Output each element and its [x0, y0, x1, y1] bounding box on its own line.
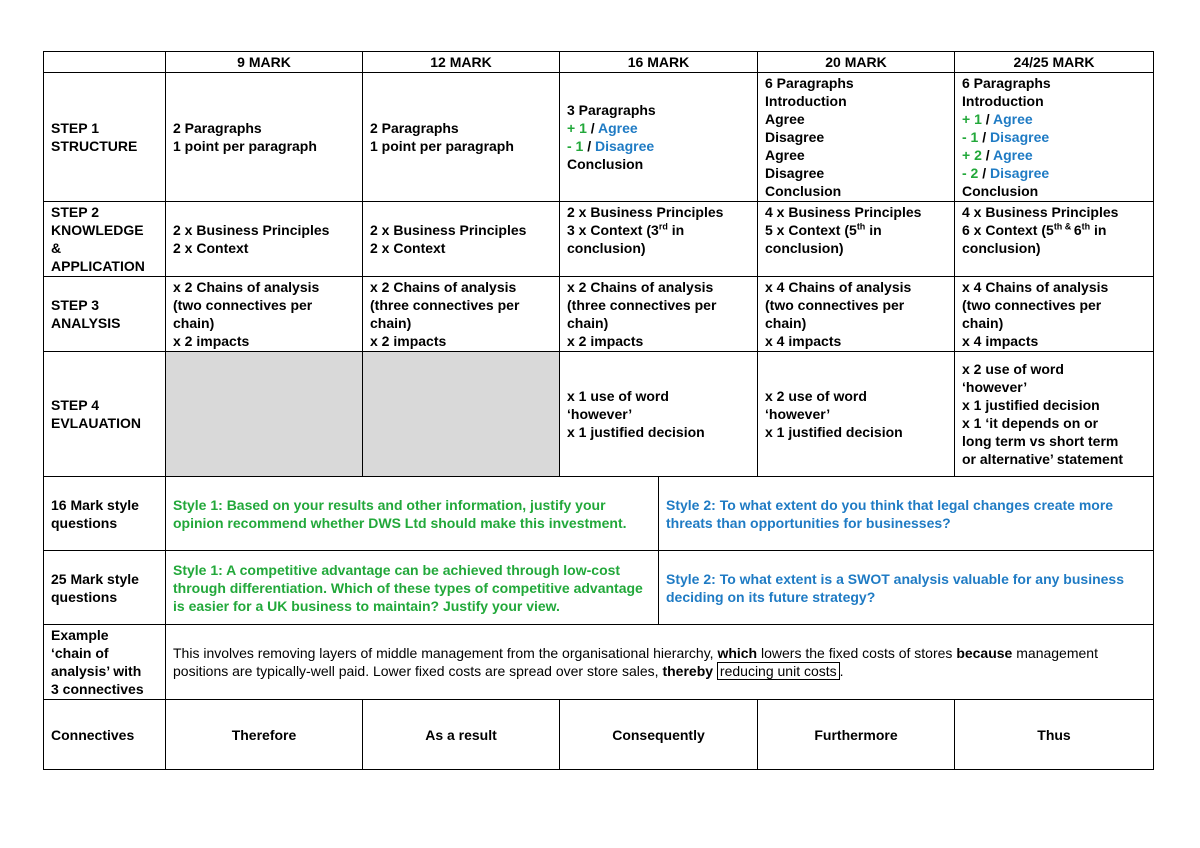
q25-row	[44, 551, 1154, 625]
q16-style1: Style 1: Based on your results and other information, justify your opinion recommend whether DWS Ltd should make this investment.	[166, 477, 659, 551]
header-20-mark: 20 MARK	[758, 52, 955, 73]
header-16-mark: 16 MARK	[560, 52, 758, 73]
header-9-mark: 9 MARK	[166, 52, 363, 73]
example-chain-text: This involves removing layers of middle management from the organisational hierarchy, which lowers the fixed costs of stores because management positions are typically-well paid. Lower fixed costs are spread over store sales, thereby reducing unit costs .	[166, 625, 1154, 700]
header-row	[44, 52, 1154, 73]
header-25-mark: 24/25 MARK	[955, 52, 1154, 73]
q25-style2: Style 2: To what extent is a SWOT analysis valuable for any business deciding on its future strategy?	[659, 551, 1154, 625]
step2-20-mark: 4 x Business Principles 5 x Context (5th in conclusion)	[758, 202, 955, 277]
connective-therefore: Therefore	[166, 700, 363, 770]
step1-label: STEP 1 STRUCTURE	[44, 73, 166, 202]
connective-as-a-result: As a result	[363, 700, 560, 770]
step1-9-mark: 2 Paragraphs 1 point per paragraph	[166, 73, 363, 202]
step1-20-mark: 6 Paragraphs Introduction Agree Disagree Agree Disagree Conclusion	[758, 73, 955, 202]
step4-12-mark-shaded	[363, 352, 560, 477]
q16-style2: Style 2: To what extent do you think that legal changes create more threats than opportunities for businesses?	[659, 477, 1154, 551]
example-label: Example ‘chain of analysis’ with 3 connectives	[44, 625, 166, 700]
step4-20-mark: x 2 use of word ‘however’ x 1 justified decision	[758, 352, 955, 477]
step3-12-mark: x 2 Chains of analysis (three connectives per chain) x 2 impacts	[363, 277, 560, 352]
step2-label: STEP 2 KNOWLEDGE & APPLICATION	[44, 202, 166, 277]
step3-16-mark: x 2 Chains of analysis (three connectives per chain) x 2 impacts	[560, 277, 758, 352]
step3-20-mark: x 4 Chains of analysis (two connectives per chain) x 4 impacts	[758, 277, 955, 352]
connective-thus: Thus	[955, 700, 1154, 770]
highlighted-outcome: reducing unit costs	[717, 662, 840, 680]
step1-row	[44, 73, 1154, 202]
q25-label: 25 Mark style questions	[44, 551, 166, 625]
step2-25-mark: 4 x Business Principles 6 x Context ($5^{th \&}$ 6th in conclusion)	[955, 202, 1154, 277]
step4-16-mark: x 1 use of word ‘however’ x 1 justified decision	[560, 352, 758, 477]
connectives-row	[44, 700, 1154, 770]
step4-9-mark-shaded	[166, 352, 363, 477]
step4-row	[44, 352, 1154, 477]
header-12-mark: 12 MARK	[363, 52, 560, 73]
connectives-label: Connectives	[44, 700, 166, 770]
step1-25-mark: 6 Paragraphs Introduction + 1 / Agree - 1 / Disagree + 2 / Agree - 2 / Disagree Conclusion	[955, 73, 1154, 202]
q25-style1: Style 1: A competitive advantage can be achieved through low-cost through differentiation. Which of these types of competitive advantage is easier for a UK business to maintain? Justify your view.	[166, 551, 659, 625]
step3-label: STEP 3 ANALYSIS	[44, 277, 166, 352]
step3-25-mark: x 4 Chains of analysis (two connectives per chain) x 4 impacts	[955, 277, 1154, 352]
q16-label: 16 Mark style questions	[44, 477, 166, 551]
marking-grid-table	[43, 51, 1154, 770]
step4-label: STEP 4 EVLAUATION	[44, 352, 166, 477]
step2-16-mark: 2 x Business Principles 3 x Context (3rd in conclusion)	[560, 202, 758, 277]
step1-12-mark: 2 Paragraphs 1 point per paragraph	[363, 73, 560, 202]
step2-row	[44, 202, 1154, 277]
q16-row	[44, 477, 1154, 551]
step3-row	[44, 277, 1154, 352]
example-row	[44, 625, 1154, 700]
step1-16-mark: 3 Paragraphs + 1 / Agree - 1 / Disagree Conclusion	[560, 73, 758, 202]
connective-furthermore: Furthermore	[758, 700, 955, 770]
step2-12-mark: 2 x Business Principles 2 x Context	[363, 202, 560, 277]
connective-consequently: Consequently	[560, 700, 758, 770]
step2-9-mark: 2 x Business Principles 2 x Context	[166, 202, 363, 277]
step4-25-mark: x 2 use of word ‘however’ x 1 justified decision x 1 ‘it depends on or long term vs short term or alternative’ statement	[955, 352, 1154, 477]
step3-9-mark: x 2 Chains of analysis (two connectives per chain) x 2 impacts	[166, 277, 363, 352]
header-blank	[44, 52, 166, 73]
